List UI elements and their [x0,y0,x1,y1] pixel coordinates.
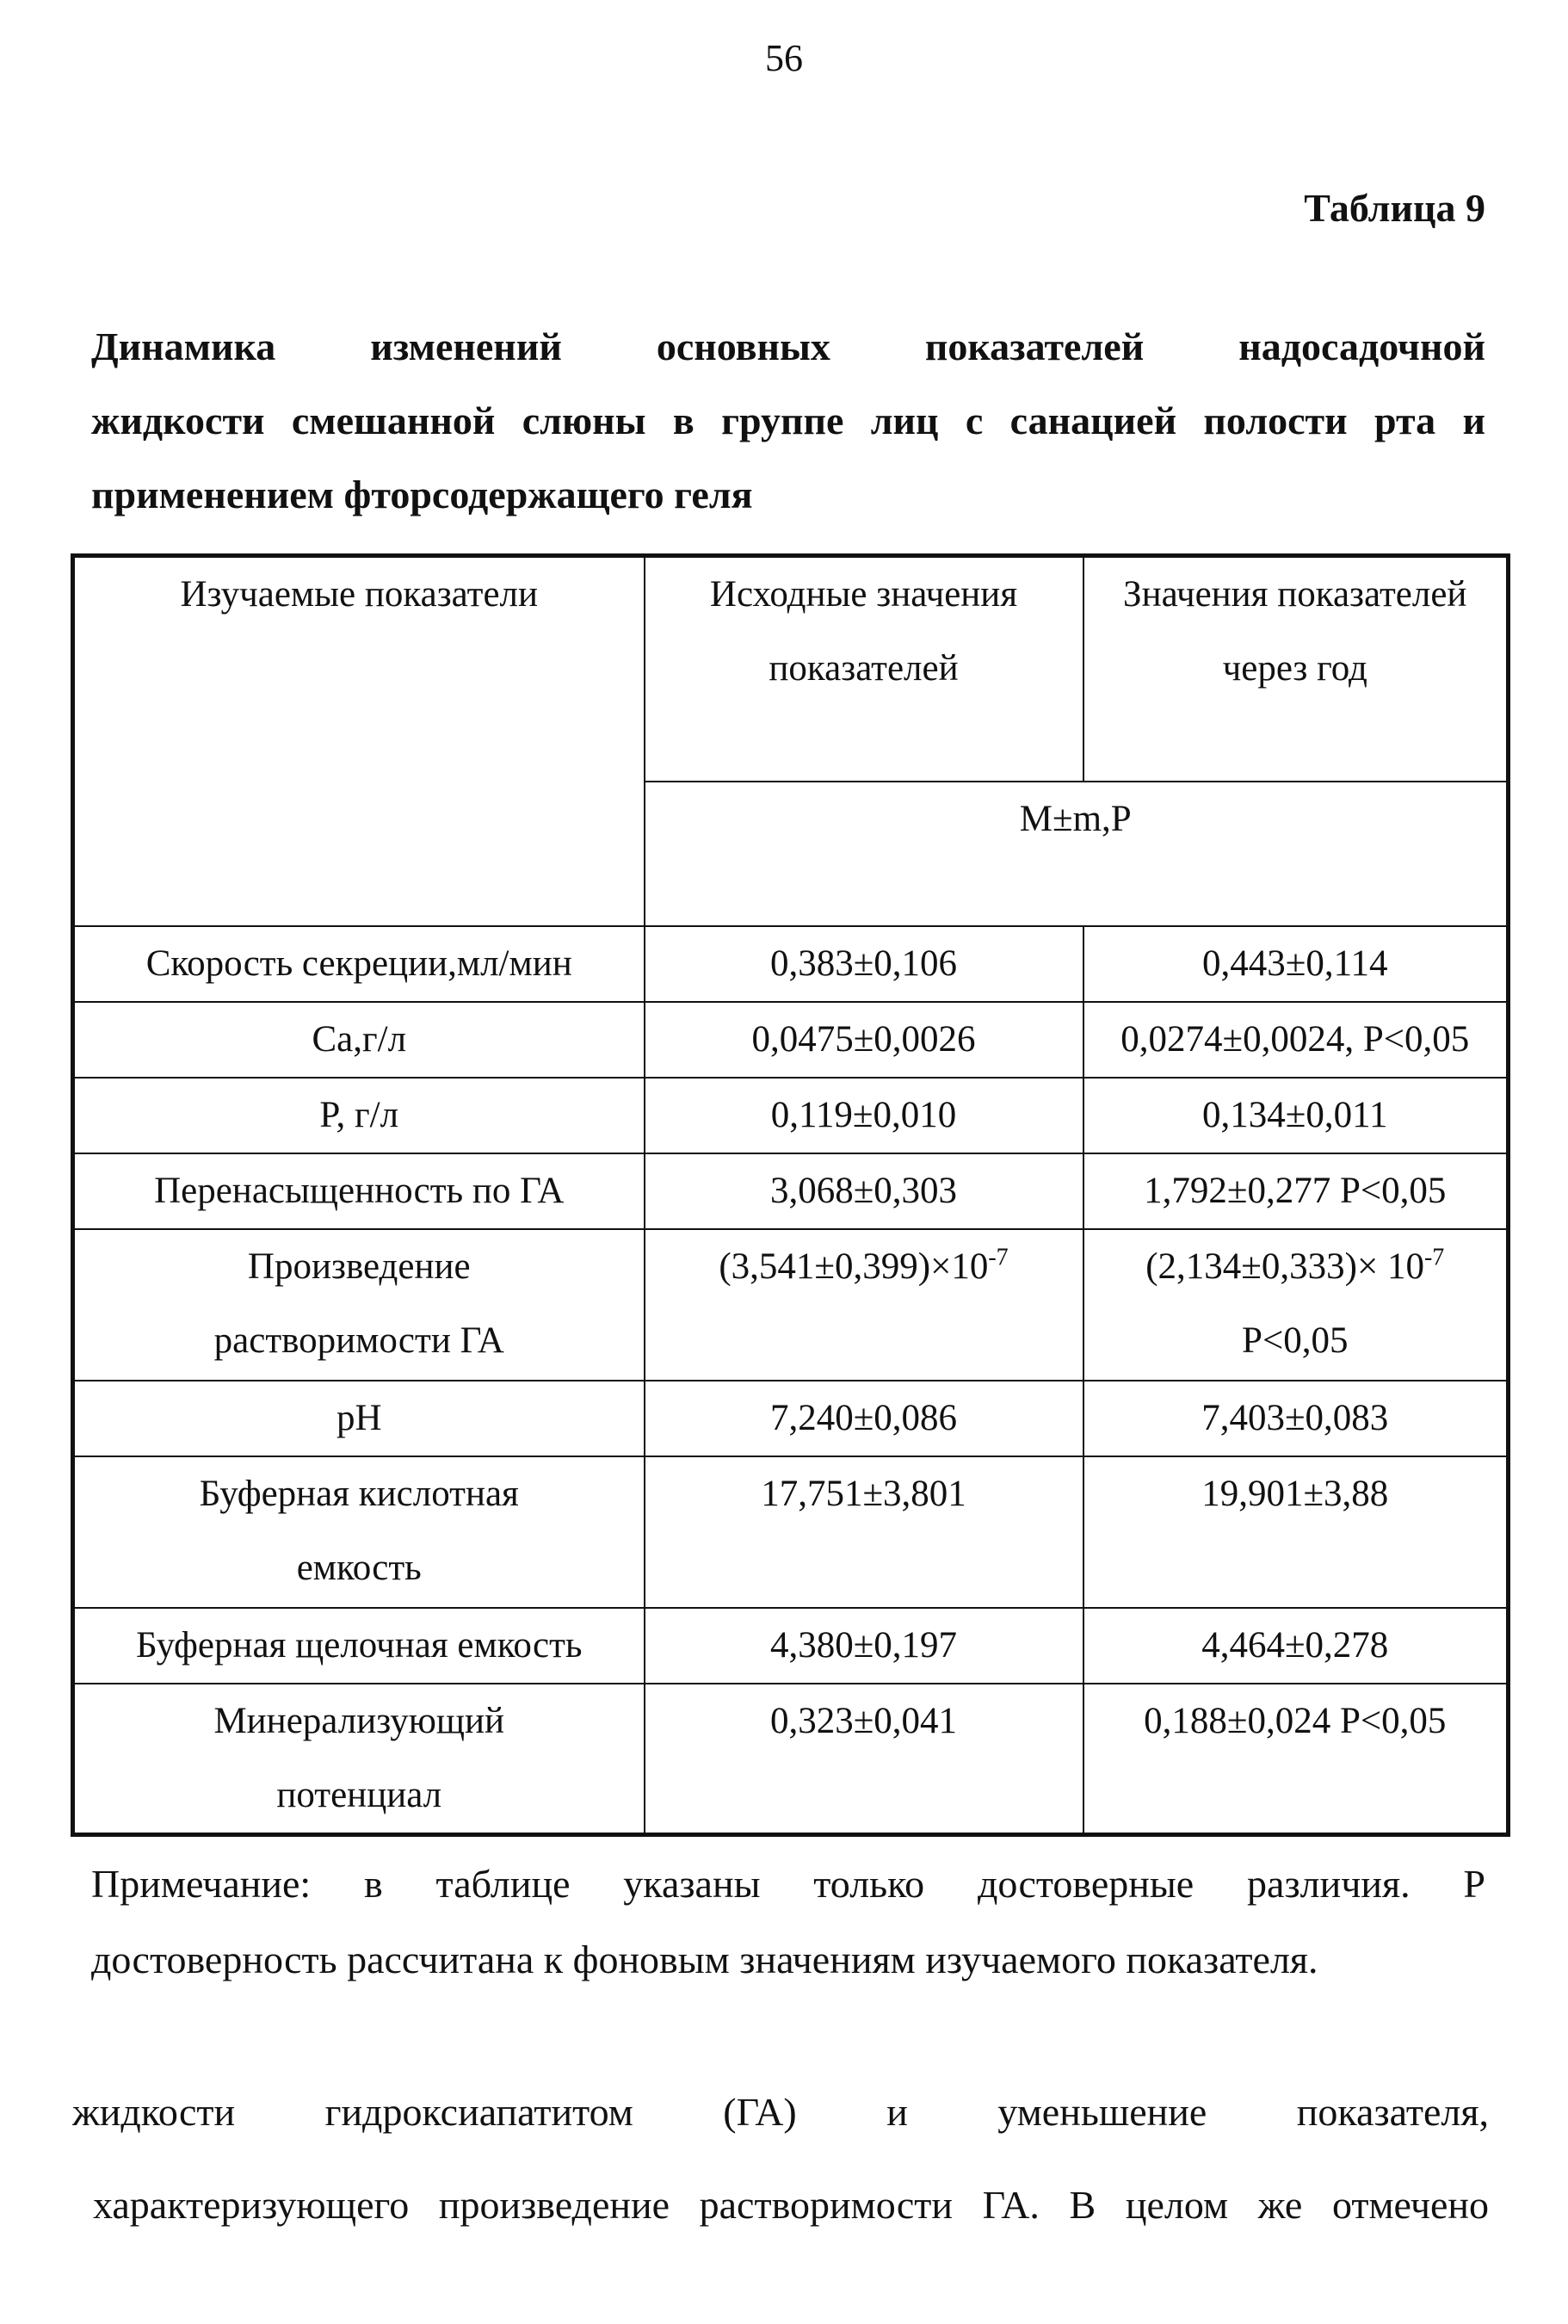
cell-after: 0,188±0,024 P<0,05 [1083,1684,1509,1835]
cell-initial: 0,323±0,041 [645,1684,1083,1835]
cell-initial: 0,383±0,106 [645,926,1083,1002]
table-label: Таблица 9 [1304,186,1485,230]
cell-initial: 7,240±0,086 [645,1381,1083,1456]
body-paragraph [72,2066,1489,2252]
cell-parameter: Скорость секреции,мл/мин [73,926,645,1002]
cell-initial: 3,068±0,303 [645,1153,1083,1229]
table-row [73,1229,1509,1381]
table-row [73,1381,1509,1456]
table-row [73,926,1509,1002]
cell-after: 7,403±0,083 [1083,1381,1509,1456]
cell-parameter: P, г/л [73,1078,645,1153]
table-row [73,1456,1509,1608]
cell-initial: 0,119±0,010 [645,1078,1083,1153]
body-line: жидкости гидроксиапатитом (ГА) и уменьшение показателя, [72,2090,1489,2134]
cell-parameter: Минерализующий потенциал [73,1684,645,1835]
body-line: характеризующего произведение растворимости ГА. В целом же отмечено [93,2183,1489,2227]
cell-parameter: pH [73,1381,645,1456]
cell-parameter: Буферная щелочная емкость [73,1608,645,1684]
table-note [91,1846,1485,1998]
header-after: Значения показателей через год [1083,556,1509,782]
table-row [73,1153,1509,1229]
cell-after: 19,901±3,88 [1083,1456,1509,1608]
cell-after: 4,464±0,278 [1083,1608,1509,1684]
note-line: достоверность рассчитана к фоновым значениям изучаемого показателя. [91,1938,1318,1981]
cell-after: $(2,134\pm 0,333)\times 10^{-7}$ P<0,05 [1083,1229,1509,1381]
table-row [73,1078,1509,1153]
cell-parameter: Произведение растворимости ГА [73,1229,645,1381]
header-units: M±m,P [645,782,1509,926]
caption-line: применением фторсодержащего геля [91,473,753,516]
cell-parameter: Перенасыщенность по ГА [73,1153,645,1229]
cell-parameter: Буферная кислотная емкость [73,1456,645,1608]
table-row [73,1608,1509,1684]
data-table [71,553,1510,1837]
cell-initial: 4,380±0,197 [645,1608,1083,1684]
header-initial: Исходные значения показателей [645,556,1083,782]
table-row [73,1684,1509,1835]
caption-line: Динамика изменений основных показателей надосадочной [91,324,1485,368]
cell-initial: 17,751±3,801 [645,1456,1083,1608]
exponent: -7 [1423,1244,1445,1271]
cell-after: 0,0274±0,0024, P<0,05 [1083,1002,1509,1078]
exponent: -7 [988,1244,1009,1271]
table-row [73,1002,1509,1078]
page-number: 56 [765,37,803,79]
cell-parameter: Ca,г/л [73,1002,645,1078]
cell-initial: $(3,541\pm 0,399)\times 10^{-7}$ [645,1229,1083,1381]
cell-after: 1,792±0,277 P<0,05 [1083,1153,1509,1229]
cell-after: 0,134±0,011 [1083,1078,1509,1153]
table-caption [91,310,1485,532]
cell-initial: 0,0475±0,0026 [645,1002,1083,1078]
header-parameter: Изучаемые показатели [73,556,645,926]
table-header-row [73,556,1509,782]
note-line: Примечание: в таблице указаны только достоверные различия. P [91,1862,1485,1906]
caption-line: жидкости смешанной слюны в группе лиц с санацией полости рта и [91,399,1485,442]
cell-after: 0,443±0,114 [1083,926,1509,1002]
